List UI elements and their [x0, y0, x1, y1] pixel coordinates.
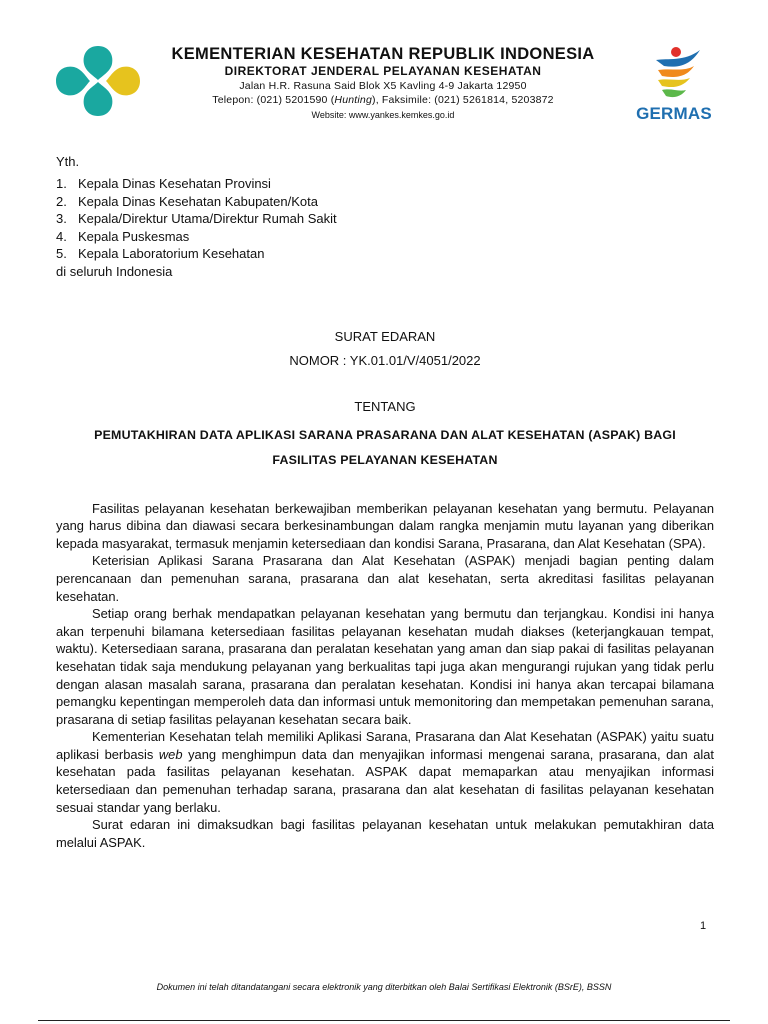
- directorate-name: DIREKTORAT JENDERAL PELAYANAN KESEHATAN: [224, 64, 542, 78]
- recipient-list: [56, 175, 714, 263]
- list-item: 2. Kepala Dinas Kesehatan Kabupaten/Kota: [56, 193, 318, 209]
- subject-line-2: FASILITAS PELAYANAN KESEHATAN: [272, 452, 498, 467]
- paragraph-5: Surat edaran ini dimaksudkan bagi fasilitas pelayanan kesehatan untuk melakukan pemutakhiran data melalui ASPAK.: [56, 817, 714, 850]
- letterhead: [0, 0, 768, 150]
- paragraph-2: Keterisian Aplikasi Sarana Prasarana dan Alat Kesehatan (ASPAK) menjadi bagian penting dalam perencanaan dan pemenuhan sarana, prasarana dan alat kesehatan, serta akreditasi fasilitas pelayanan kesehatan.: [56, 553, 714, 604]
- letterhead-text: [148, 44, 618, 122]
- bottom-divider: [38, 1020, 730, 1021]
- document-number: NOMOR : YK.01.01/V/4051/2022: [289, 352, 481, 368]
- ministry-logo-icon: [52, 42, 144, 120]
- greeting: Yth.: [56, 154, 80, 169]
- phone-suffix: ), Faksimile: (021) 5261814, 5203872: [372, 94, 554, 106]
- list-item: 4. Kepala Puskesmas: [56, 228, 190, 244]
- phone-prefix: Telepon: (021) 5201590 (: [212, 94, 335, 106]
- germas-label: GERMAS: [636, 104, 712, 123]
- contact-line: [148, 93, 618, 107]
- germas-figure-icon: [628, 44, 720, 102]
- address: Jalan H.R. Rasuna Said Blok X5 Kavling 4-9 Jakarta 12950: [239, 80, 527, 92]
- paragraph-1: Fasilitas pelayanan kesehatan berkewajiban memberikan pelayanan kesehatan yang bermutu. Pelayanan yang harus dibina dan diawasi secara berkesinambungan dalam rangka menjamin mutu layanan yang diberikan kepada masyarakat, termasuk menjamin ketersediaan dan kondisi Sarana, Prasarana, dan Alat Kesehatan (SPA).: [56, 500, 714, 551]
- ministry-name: KEMENTERIAN KESEHATAN REPUBLIK INDONESIA: [171, 45, 595, 63]
- website: Website: www.yankes.kemkes.go.id: [311, 110, 455, 120]
- phone-hunting: Hunting: [334, 94, 372, 106]
- list-item: 5. Kepala Laboratorium Kesehatan: [56, 246, 265, 262]
- page-number: 1: [700, 920, 707, 932]
- list-item: 1. Kepala Dinas Kesehatan Provinsi: [56, 176, 271, 191]
- paragraph-3: Setiap orang berhak mendapatkan pelayanan kesehatan yang bermutu dan terjangkau. Kondisi ini hanya akan terpenuhi bilamana ketersediaan fasilitas pelayanan kesehatan mudah diakses (keterjangkauan tempat, waktu). Ketersediaan sarana, prasarana dan peralatan kesehatan yang aman dan siap pakai di fasilitas pelayanan kesehatan tidak saja mendukung pelayanan yang berkualitas tapi juga akan mengurangi rujukan yang tidak perlu dengan alasan masalah sarana, prasarana dan peralatan kesehatan. Kondisi ini hanya akan tercapai bilamana pemangku kepentingan memperoleh data dan informasi untuk memonitoring dan mempetakan pemenuhan sarana, prasarana di setiap fasilitas pelayanan kesehatan secara baik.: [56, 606, 714, 727]
- document-title: SURAT EDARAN: [334, 328, 436, 344]
- germas-logo: [628, 44, 720, 124]
- subject-line-1: PEMUTAKHIRAN DATA APLIKASI SARANA PRASARANA DAN ALAT KESEHATAN (ASPAK) BAGI: [94, 427, 676, 442]
- signature-footer: Dokumen ini telah ditandatangani secara elektronik yang diterbitkan oleh Balai Sertifikasi Elektronik (BSrE), BSSN: [156, 982, 612, 992]
- document-subject: [56, 423, 714, 473]
- recipient-region: di seluruh Indonesia: [56, 263, 173, 279]
- letter-content: [56, 150, 714, 851]
- list-item: 3. Kepala/Direktur Utama/Direktur Rumah Sakit: [56, 211, 337, 227]
- letter-body: [56, 500, 714, 852]
- paragraph-4: Kementerian Kesehatan telah memiliki Aplikasi Sarana, Prasarana dan Alat Kesehatan (ASPAK) yaitu suatu aplikasi berbasis web yang menghimpun data dan menyajikan informasi mengenai sarana, prasarana, dan alat kesehatan pada fasilitas pelayanan kesehatan. ASPAK dapat memaparkan atau menyajikan informasi ketersediaan dan pemenuhan terhadap sarana, prasarana dan alat kesehatan di fasilitas pelayanan kesehatan sesuai standar yang berlaku.: [56, 729, 714, 815]
- about-label: TENTANG: [354, 398, 416, 414]
